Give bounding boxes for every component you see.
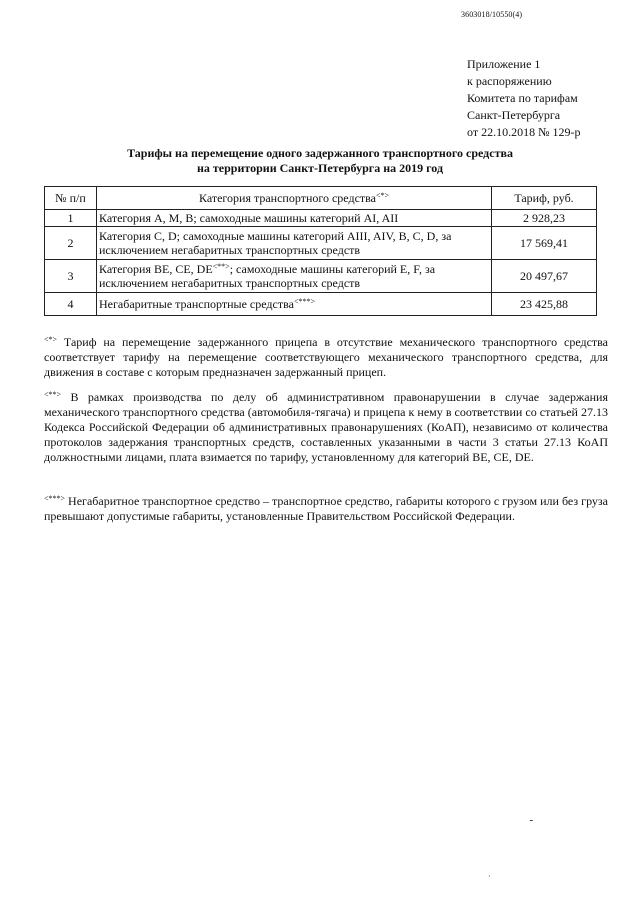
title-line-1: Тарифы на перемещение одного задержанного транспортного средства — [127, 146, 513, 160]
header-category-label: Категория транспортного средства — [198, 190, 376, 205]
table-row — [45, 293, 597, 316]
footnote-text: Негабаритное транспортное средство – транспортное средство, габариты которого с грузом или без груза превышают допустимые габариты, установленные Правительством Российской Федерации. — [44, 494, 608, 523]
row-tariff: 17 569,41 — [492, 227, 597, 260]
footnote-mark: <***> — [44, 494, 66, 503]
row-category: Категория C, D; самоходные машины категорий AIII, AIV, B, C, D, за исключением негабаритных транспортных средств — [97, 227, 492, 260]
appendix-line: от 22.10.2018 № 129-р — [467, 125, 581, 139]
footnote-text: Тариф на перемещение задержанного прицепа в отсутствие механического транспортного средства соответствует тарифу на перемещение соответствующего механического транспортного средства, для движения в составе с которым предназначен задержанный прицеп. — [44, 335, 608, 379]
table-row — [45, 227, 597, 260]
header-category — [97, 187, 492, 210]
row-category: Категория A, M, B; самоходные машины категорий AI, AII — [97, 210, 492, 227]
scan-mark: ـ — [530, 813, 533, 823]
title-line-2: на территории Санкт-Петербурга на 2019 год — [196, 161, 444, 175]
table-header-row — [45, 187, 597, 210]
row-tariff: 20 497,67 — [492, 260, 597, 293]
row-num: 3 — [45, 260, 97, 293]
header-num: № п/п — [45, 187, 97, 210]
footnote — [44, 390, 608, 465]
appendix-line: Приложение 1 — [467, 57, 541, 71]
row-category — [97, 293, 492, 316]
row-category-part: ; самоходные машины категорий E, F, за исключением негабаритных транспортных средств — [99, 262, 436, 290]
row-tariff: 23 425,88 — [492, 293, 597, 316]
appendix-block — [467, 56, 581, 141]
table-row — [45, 210, 597, 227]
row-num: 1 — [45, 210, 97, 227]
appendix-line: Комитета по тарифам — [467, 91, 578, 105]
row-category-part: Негабаритные транспортные средства — [99, 296, 294, 311]
row-tariff: 2 928,23 — [492, 210, 597, 227]
row-num: 2 — [45, 227, 97, 260]
scan-mark: · — [488, 872, 491, 881]
row-category-ref: <***> — [293, 296, 315, 306]
header-category-ref: <*> — [376, 190, 390, 200]
footnote-text: В рамках производства по делу об административном правонарушении в случае задержания механического транспортного средства (автомобиля-тягача) и прицепа к нему в соответствии со статьей 27.13 Кодекса Российской Федерации об административных правонарушениях (КоАП), независимо от количества протоколов задержания транспортных средств, составленных указанными в части 3 статьи 27.13 КоАП должностными лицами, плата взимается по тарифу, установленному для категорий BE, CE, DE. — [44, 390, 608, 464]
appendix-line: к распоряжению — [467, 74, 552, 88]
footnote — [44, 335, 608, 380]
footnote-mark: <**> — [44, 390, 62, 399]
row-num: 4 — [45, 293, 97, 316]
table-row — [45, 260, 597, 293]
footnote-mark: <*> — [44, 335, 58, 344]
row-category-part: Категория BE, CE, DE — [99, 262, 213, 276]
header-tariff: Тариф, руб. — [492, 187, 597, 210]
document-id: 3603018/10550(4) — [461, 10, 523, 19]
tariff-table — [44, 186, 597, 316]
row-category — [97, 260, 492, 293]
document-title — [0, 146, 640, 176]
row-category-ref: <**> — [212, 262, 230, 271]
appendix-line: Санкт-Петербурга — [467, 108, 561, 122]
footnote — [44, 494, 608, 524]
